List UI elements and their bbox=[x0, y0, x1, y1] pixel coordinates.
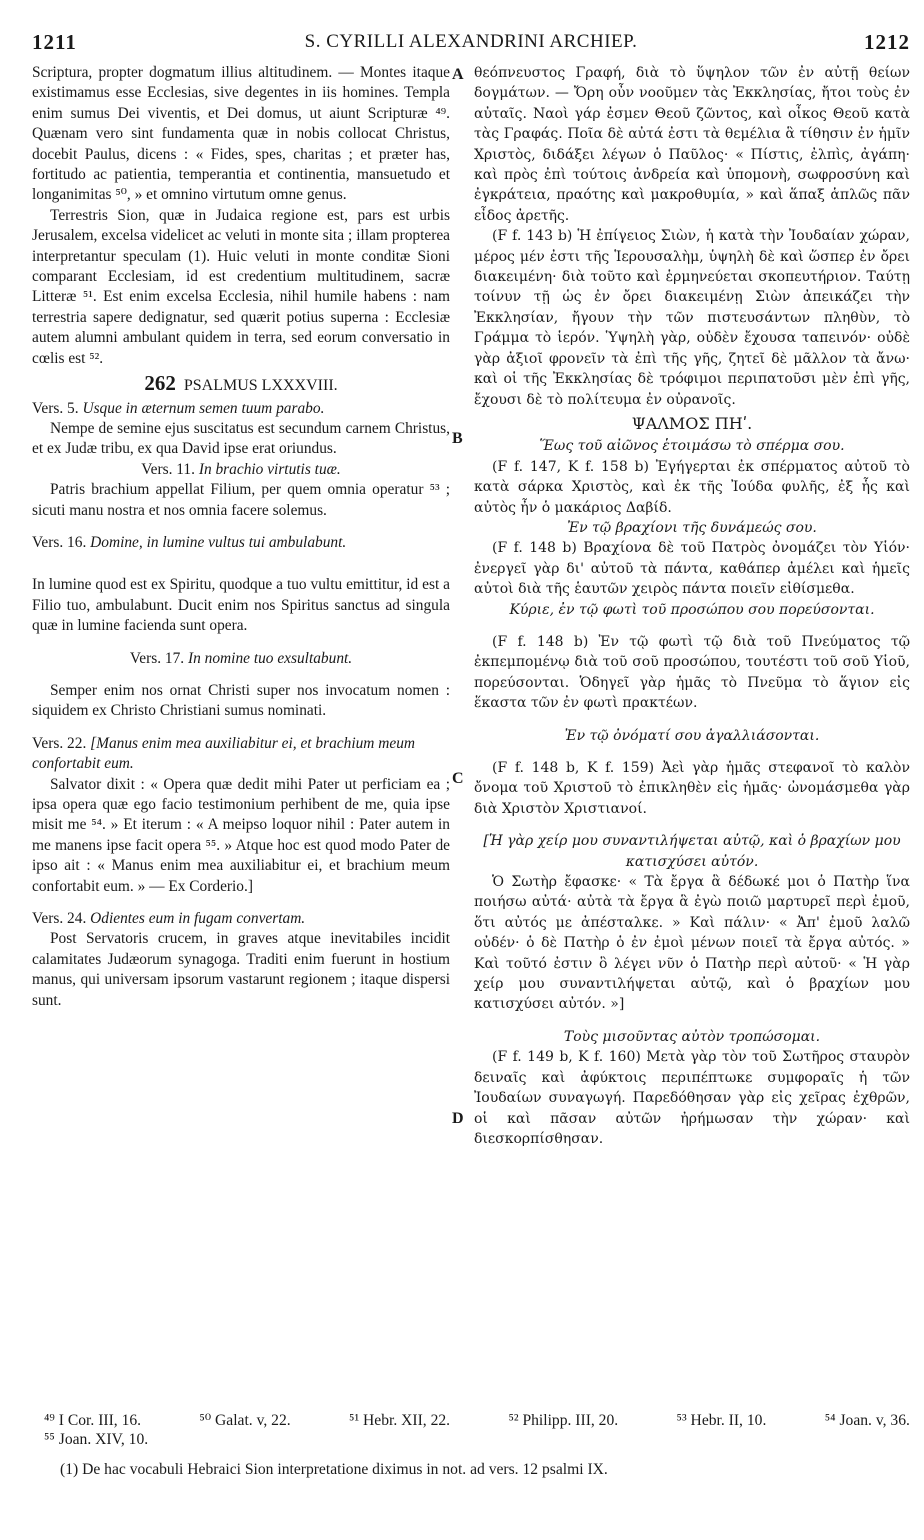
editor-note: (1) De hac vocabuli Hebraici Sion interpretatione diximus in not. ad vers. 12 psalmi IX. bbox=[60, 1461, 608, 1478]
margin-marker: D bbox=[452, 1110, 464, 1127]
latin-column bbox=[32, 63, 450, 1011]
greek-paragraph: (F f. 148 b) Ἐν τῷ φωτὶ τῷ διὰ τοῦ Πνεύματος τῷ ἐκπεμπομένῳ διὰ τοῦ σοῦ προσώπου, τουτέστι τοῦ σοῦ Υἱοῦ, πορεύσονται. Ὁδηγεῖ γὰρ ἡμᾶς τὸ Πνεῦμα τὸ ἅγιον εἰς ἕκαστα τῶν ἐν φωτὶ πρακτέων. bbox=[474, 633, 910, 712]
footnote: ⁵² Philipp. III, 20. bbox=[508, 1412, 619, 1429]
footnote: ⁴⁹ I Cor. III, 16. bbox=[44, 1412, 142, 1429]
running-title: S. CYRILLI ALEXANDRINI ARCHIEP. bbox=[304, 31, 638, 52]
latin-paragraph: Nempe de semine ejus suscitatus est secundum carnem Christus, et ex Judæ tribu, ex qua David ipse erat oriundus. bbox=[32, 419, 450, 458]
page-number-right: 1212 bbox=[864, 30, 910, 54]
verse-heading: Vers. 5. Usque in æternum semen tuum parabo. bbox=[32, 399, 325, 417]
psalm-title: PSALMUS LXXXVIII. bbox=[183, 377, 338, 395]
footnote: ⁵⁴ Joan. v, 36. bbox=[824, 1412, 910, 1429]
column-number: 262 bbox=[144, 371, 176, 396]
footnote: ⁵⁵ Joan. XIV, 10. bbox=[44, 1431, 149, 1448]
latin-paragraph: Terrestris Sion, quæ in Judaica regione est, pars est urbis Jerusalem, excelsa videlicet ac veluti in monte sita ; illam propterea interpretantur speculam (1). Huic veluti in monte conditæ Sioni comparant Ecclesiam, id est credentium multitudinem, sacræ Litteræ ⁵¹. Est enim excelsa Ecclesia, nihil humile habens : nam terrestria sapere dedignatur, sed quærit potius superna : Ecclesiæ autem alumni ambulant quidem in terra, sed eorum conversatio in cœlis est ⁵². bbox=[32, 206, 450, 367]
latin-paragraph: Semper enim nos ornat Christi super nos invocatum nomen : siquidem ex Christo Christiani sumus nominati. bbox=[32, 681, 450, 720]
latin-paragraph: Patris brachium appellat Filium, per quem omnia operatur ⁵³ ; sicuti manu nostra et nos omnia facere solemus. bbox=[32, 481, 450, 519]
verse-heading: Vers. 11. In brachio virtutis tuæ. bbox=[141, 460, 341, 478]
verse-heading-greek: Ἐν τῷ βραχίονι τῆς δυνάμεώς σου. bbox=[567, 519, 817, 536]
verse-heading-greek: [Ἡ γὰρ χείρ μου συναντιλήψεται αὐτῷ, καὶ ὁ βραχίων μου κατισχύσει αὐτόν. bbox=[483, 833, 901, 870]
psalm-heading-greek: ΨΑΛΜΟΣ ΠΗʹ. bbox=[631, 413, 753, 433]
verse-heading: Vers. 17. In nomine tuo exsultabunt. bbox=[129, 649, 353, 667]
margin-marker: B bbox=[452, 430, 463, 447]
footnote: ⁵⁰ Galat. v, 22. bbox=[199, 1412, 291, 1429]
greek-paragraph: (F f. 147, K f. 158 b) Ἐγήγερται ἐκ σπέρματος αὐτοῦ τὸ κατὰ σάρκα Χριστὸς, καὶ ἐκ τῆς Ἰούδα φυλῆς, ἐξ ἧς καὶ αὐτὸς ἦν ὁ μακάριος Δαβίδ. bbox=[474, 458, 910, 516]
greek-paragraph: (F f. 143 b) Ἡ ἐπίγειος Σιὼν, ἡ κατὰ τὴν Ἰουδαίαν χώραν, μέρος μέν ἐστι τῆς Ἱερουσαλὴμ, ὑψηλὴ δὲ καὶ ὥσπερ ἐν ὄρει διακειμένη· διὰ τοῦτο καὶ ἑρμηνεύεται σκοπευτήριον. Ταύτῃ τοίνυν τῇ ὡς ἐν ὄρει διακειμένῃ Σιὼν ἀπεικάζει τὴν Ἐκκλησίαν, ἤγουν τὴν τῶν πιστευσάντων πληθὺν, τὸ Γράμμα τὸ ἱερόν. Ὑψηλὴ γὰρ, οὐδὲν ἔχουσα ταπεινόν· οὐδὲ γὰρ ἀξιοῖ φρονεῖν τὰ ἐπὶ τῆς γῆς, ζητεῖ δὲ μᾶλλον τὰ ἄνω· καὶ οἱ τῆς Ἐκκλησίας δὲ τρόφιμοι περιπατοῦσι μὲν ἐπὶ γῆς, ἔχουσι δὲ τὸ πολίτευμα ἐν οὐρανοῖς. bbox=[474, 228, 910, 408]
latin-paragraph: Salvator dixit : « Opera quæ dedit mihi Pater ut perficiam ea ; ipsa opera quæ ego facio testimonium perhibent de me, quia ipse misit me ⁵⁴. » Et iterum : « A meipso loquor nihil : Pater autem in me manens ipse facit opera ⁵⁵. » Atque hoc est quod modo Pater de ipso ait : « Manus enim mea auxiliabitur ei, et brachium meum confortabit eum. » — Ex Corderio.] bbox=[32, 775, 450, 895]
margin-marker: A bbox=[452, 66, 464, 83]
page-number-left: 1211 bbox=[32, 30, 77, 54]
margin-marker: C bbox=[452, 770, 464, 787]
running-header bbox=[32, 30, 910, 58]
latin-paragraph: Post Servatoris crucem, in graves atque inevitabiles incidit calamitates Judæorum synagoga. Traditi enim fuerunt in hostium manus, qui universam ipsorum vastarunt regionem ; itaque dispersi sunt. bbox=[32, 930, 450, 1009]
latin-paragraph: In lumine quod est ex Spiritu, quodque a tuo vultu emittitur, id est a Filio tuo, ambulabunt. Ducit enim nos Spiritus sanctus ad singula quæ in lumine facienda sunt opera. bbox=[32, 576, 450, 635]
psalm-heading bbox=[32, 373, 450, 396]
greek-paragraph: (F f. 148 b) Βραχίονα δὲ τοῦ Πατρὸς ὀνομάζει τὸν Υἱόν· ἐνεργεῖ γὰρ δι' αὐτοῦ τὰ πάντα, καθάπερ ἀμέλει καὶ ἡμεῖς αὐτοὶ διὰ τῆς ἑαυτῶν χειρὸς πάντα ποιεῖν εἰθίσμεθα. bbox=[474, 540, 910, 598]
greek-paragraph: θεόπνευστος Γραφή, διὰ τὸ ὕψηλον τῶν ἐν αὐτῇ θείων δογμάτων. — Ὄρη οὖν νοοῦμεν τὰς Ἐκκλησίας, ἤτοι τοὺς ἐν αὐταῖς. Ναοὶ γάρ ἐσμεν Θεοῦ ζῶντος, καὶ οἶκος Θεοῦ κατὰ τὰς Γραφάς. Ποῖα δὲ αὐτά ἐστι τὰ θεμέλια ἃ τίθησιν ἐν ἡμῖν Χριστὸς, διδάξει λέγων ὁ Παῦλος· « Πίστις, ἐλπὶς, ἀγάπη· καὶ πρὸς ἐπὶ τούτοις ἀνδρεία καὶ ὑπομονὴ, σωφροσύνη καὶ ἐγκράτεια, πραότης καὶ μακροθυμία, » καὶ ἅπαξ ἁπλῶς πᾶν εἶδος ἀρετῆς. bbox=[474, 65, 910, 224]
verse-heading: Vers. 22. [Manus enim mea auxiliabitur ei, et brachium meum confortabit eum. bbox=[32, 734, 416, 773]
verse-heading-greek: Ἕως τοῦ αἰῶνος ἑτοιμάσω τὸ σπέρμα σου. bbox=[539, 438, 845, 455]
verse-heading: Vers. 24. Odientes eum in fugam convertam. bbox=[32, 910, 306, 928]
verse-heading-greek: Κύριε, ἐν τῷ φωτὶ τοῦ προσώπου σου πορεύσονται. bbox=[509, 601, 875, 618]
verse-heading-greek: Ἐν τῷ ὀνόματί σου ἀγαλλιάσονται. bbox=[564, 727, 820, 744]
footnote: ⁵¹ Hebr. XII, 22. bbox=[349, 1412, 451, 1429]
footnote: ⁵³ Hebr. II, 10. bbox=[676, 1412, 767, 1429]
greek-paragraph: (F f. 148 b, K f. 159) Ἀεὶ γὰρ ἡμᾶς στεφανοῖ τὸ καλὸν ὄνομα τοῦ Χριστοῦ τὸ ἐπικληθὲν εἰς ἡμᾶς· ὠνομάσμεθα γὰρ διὰ Χριστὸν Χριστιανοί. bbox=[474, 760, 910, 817]
footnote-row bbox=[44, 1410, 910, 1431]
greek-paragraph: Ὁ Σωτὴρ ἔφασκε· « Τὰ ἔργα ἃ δέδωκέ μοι ὁ Πατὴρ ἵνα ποιήσω αὐτά· αὐτὰ τὰ ἔργα ἃ ἐγὼ ποιῶ μαρτυρεῖ περὶ ἐμοῦ, ὅτι αὐτός με ἀπέσταλκε. » Καὶ πάλιν· « Ἀπ' ἐμοῦ λαλῶ οὐδέν· ὁ δὲ Πατὴρ ὁ ἐν ἐμοὶ μένων ποιεῖ τὰ ἔργα αὐτός. » Καὶ τοῦτό ἐστιν ὃ λέγει νῦν ὁ Πατὴρ περὶ αὐτοῦ· « Ἡ γὰρ χείρ μου συναντιλήψεται αὐτῷ, καὶ ὁ βραχίων μου κατισχύσει αὐτόν. »] bbox=[474, 874, 910, 1013]
greek-column bbox=[474, 63, 910, 1149]
verse-heading-greek: Τοὺς μισοῦντας αὐτὸν τροπώσομαι. bbox=[563, 1028, 821, 1045]
verse-heading: Vers. 16. Domine, in lumine vultus tui ambulabunt. bbox=[32, 533, 347, 551]
latin-paragraph: Scriptura, propter dogmatum illius altitudinem. — Montes itaque existimamus esse Ecclesias, sive degentes in iis homines. Templa enim sumus Dei viventis, et Dei domus, ut aiunt Scripturæ ⁴⁹. Quænam vero sint fundamenta quæ in nobis collocat Christus, docebit Paulus, dicens : « Fides, spes, charitas ; et præter has, fortitudo ac patientia, temperantia et continentia, mansuetudo et longanimitas ⁵⁰, » et omnino virtutum omne genus. bbox=[32, 64, 450, 204]
greek-paragraph: (F f. 149 b, K f. 160) Μετὰ γὰρ τὸν τοῦ Σωτῆρος σταυρὸν δειναῖς καὶ ἀφύκτοις περιπέπτωκε συμφοραῖς ἡ τῶν Ἰουδαίων συναγωγή. Παρεδόθησαν γὰρ εἰς χεῖρας ἐχθρῶν, οἱ καὶ πᾶσαν αὐτῶν ἠρήμωσαν τὴν χώραν· καὶ διεσκορπίσθησαν. bbox=[474, 1049, 910, 1147]
